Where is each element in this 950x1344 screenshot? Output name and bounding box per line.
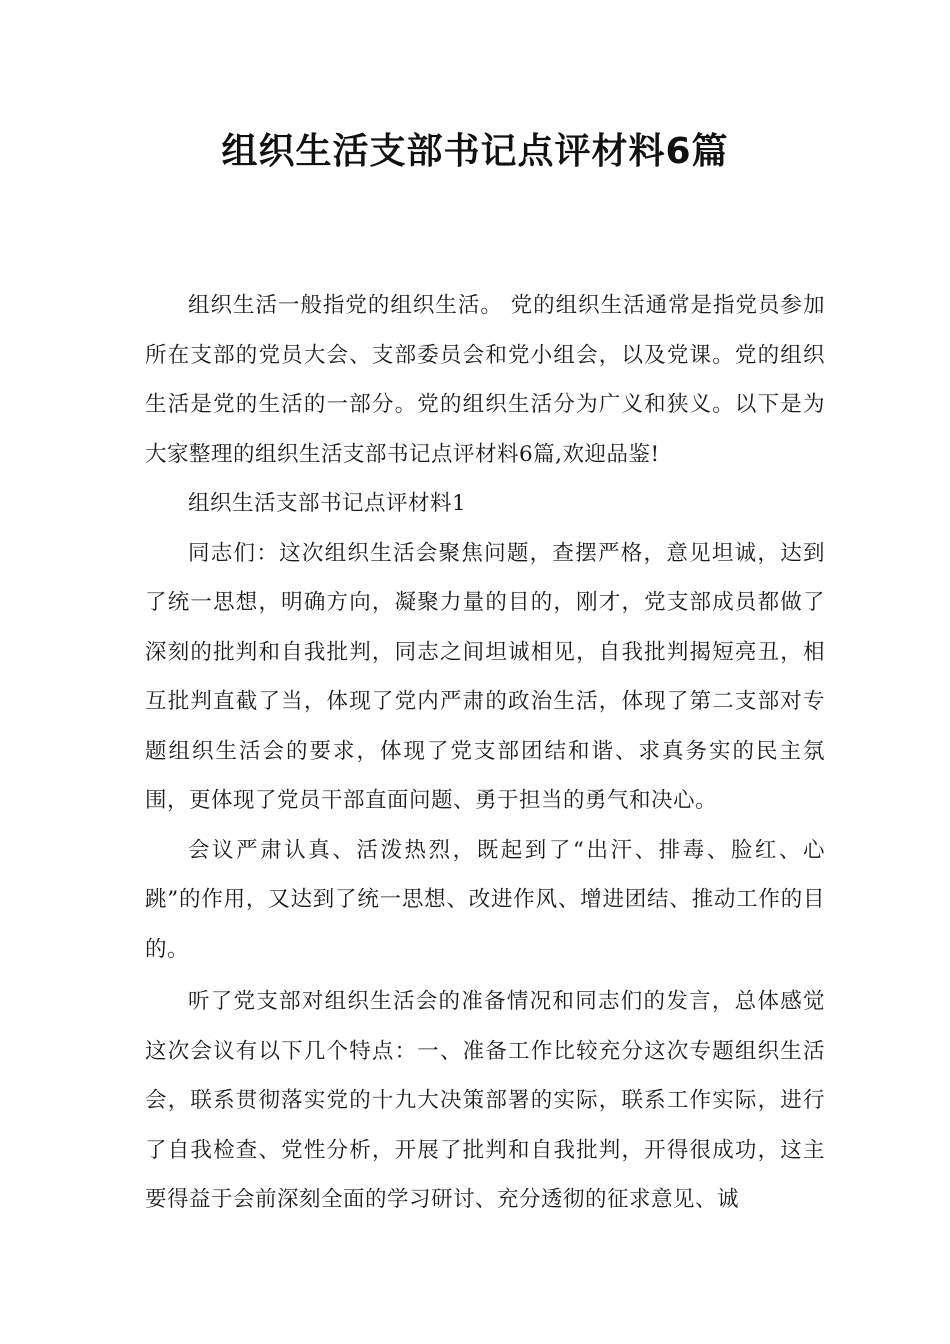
section-heading: 组织生活支部书记点评材料1: [188, 491, 467, 516]
body-paragraph: 同志们：这次组织生活会聚焦问题，查摆严格，意见坦诚，达到了统一思想，明确方向，凝聚力量的目的，刚才，党支部成员都做了深刻的批判和自我批判，同志之间坦诚相见，自我批判揭短亮丑，相互批判直截了当，体现了党内严肃的政治生活，体现了第二支部对专题组织生活会的要求，体现了党支部团结和谐、求真务实的民主氛围，更体现了党员干部直面问题、勇于担当的勇气和决心。: [145, 540, 825, 813]
body-paragraph: 会议严肃认真、活泼热烈，既起到了“出汗、排毒、脸红、心跳”的作用，又达到了统一思想、改进作风、增进团结、推动工作的目的。: [145, 837, 825, 962]
document-body: [145, 281, 825, 1225]
document-title: 组织生活支部书记点评材料6篇: [221, 131, 729, 172]
body-paragraph: 听了党支部对组织生活会的准备情况和同志们的发言，总体感觉这次会议有以下几个特点：一、准备工作比较充分这次专题组织生活会，联系贯彻落实党的十九大决策部署的实际，联系工作实际，进行了自我检查、党性分析，开展了批判和自我批判，开得很成功，这主要得益于会前深刻全面的学习研讨、充分透彻的征求意见、诚: [145, 989, 825, 1212]
intro-paragraph: 组织生活一般指党的组织生活。 党的组织生活通常是指党员参加所在支部的党员大会、支部委员会和党小组会，以及党课。党的组织生活是党的生活的一部分。党的组织生活分为广义和狭义。以下是为大家整理的组织生活支部书记点评材料6篇,欢迎品鉴!: [145, 293, 825, 467]
